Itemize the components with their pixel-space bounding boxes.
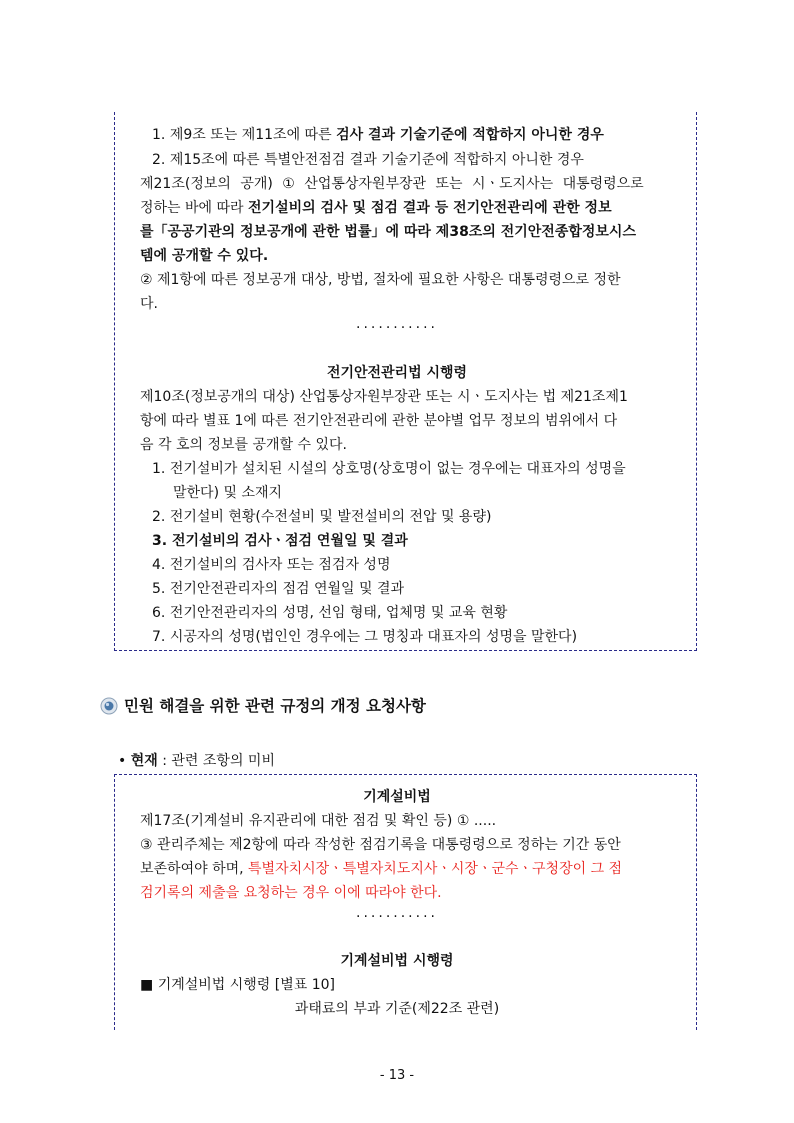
article-10-line: 항에 따라 별표 1에 따른 전기안전관리에 관한 분야별 업무 정보의 범위에서 다 bbox=[140, 413, 618, 429]
article-21-para2: 다. bbox=[140, 296, 158, 312]
article-21-line: 템에 공개할 수 있다. bbox=[140, 248, 269, 264]
list-item: 7. 시공자의 성명(법인인 경우에는 그 명칭과 대표자의 성명을 말한다) bbox=[152, 629, 578, 645]
article-10-line: 음 각 호의 정보를 공개할 수 있다. bbox=[140, 437, 347, 453]
list-item: 5. 전기안전관리자의 점검 연월일 및 결과 bbox=[152, 581, 404, 597]
section-title: 민원 해결을 위한 관련 규정의 개정 요청사항 bbox=[124, 697, 426, 715]
page-number: - 13 - bbox=[379, 1068, 415, 1083]
article-17-line: 제17조(기계설비 유지관리에 대한 점검 및 확인 등) ① ..... bbox=[140, 813, 497, 829]
dot-bullet: • bbox=[118, 753, 127, 769]
article-21-para2: ② 제1항에 따른 정보공개 대상, 방법, 절차에 필요한 사항은 대통령령으로 정한 bbox=[140, 272, 621, 288]
list-item: 3. 전기설비의 검사ㆍ점검 연월일 및 결과 bbox=[152, 533, 408, 549]
ellipsis-divider: ··········· bbox=[356, 909, 438, 925]
current-status-line: • 현재 : 관련 조항의 미비 bbox=[118, 753, 275, 769]
article-17-line: 검기록의 제출을 요청하는 경우 이에 따라야 한다. bbox=[140, 885, 442, 901]
list-item: 4. 전기설비의 검사자 또는 점검자 성명 bbox=[152, 557, 391, 573]
table-subtitle: 과태료의 부과 기준(제22조 관련) bbox=[294, 1001, 500, 1017]
law-title: 기계설비법 bbox=[363, 789, 431, 805]
ellipsis-divider: ··········· bbox=[356, 320, 438, 336]
article-17-line: 보존하여야 하며, 특별자치시장ㆍ특별자치도지사ㆍ시장ㆍ군수ㆍ구청장이 그 점 bbox=[140, 861, 623, 877]
list-item: 1. 제9조 또는 제11조에 따른 검사 결과 기술기준에 적합하지 아니한 경우 bbox=[152, 127, 604, 143]
square-bullet-icon: ■ bbox=[140, 977, 154, 993]
decree-title: 전기안전관리법 시행령 bbox=[326, 365, 468, 381]
list-item: 2. 전기설비 현황(수전설비 및 발전설비의 전압 및 용량) bbox=[152, 509, 492, 525]
list-item: 1. 전기설비가 설치된 시설의 상호명(상호명이 없는 경우에는 대표자의 성명을 bbox=[152, 461, 626, 477]
article-21-line: 제21조(정보의 공개) ① 산업통상자원부장관 또는 시ㆍ도지사는 대통령령으로 bbox=[140, 176, 644, 192]
list-item: 6. 전기안전관리자의 성명, 선임 형태, 업체명 및 교육 현황 bbox=[152, 605, 508, 621]
article-21-line: 를「공공기관의 정보공개에 관한 법률」에 따라 제38조의 전기안전종합정보시스 bbox=[140, 224, 636, 240]
article-21-line: 정하는 바에 따라 전기설비의 검사 및 점검 결과 등 전기안전관리에 관한 정보 bbox=[140, 200, 612, 216]
circle-bullet-icon bbox=[100, 697, 118, 715]
article-17-line: ③ 관리주체는 제2항에 따라 작성한 점검기록을 대통령령으로 정하는 기간 동안 bbox=[140, 837, 621, 853]
decree-title: 기계설비법 시행령 bbox=[340, 953, 454, 969]
list-item-continuation: 말한다) 및 소재지 bbox=[173, 485, 283, 501]
list-item: 2. 제15조에 따른 특별안전점검 결과 기술기준에 적합하지 아니한 경우 bbox=[152, 152, 584, 168]
article-10-line: 제10조(정보공개의 대상) 산업통상자원부장관 또는 시ㆍ도지사는 법 제21조제1 bbox=[140, 389, 628, 405]
table-reference: ■ 기계설비법 시행령 [별표 10] bbox=[140, 977, 336, 993]
